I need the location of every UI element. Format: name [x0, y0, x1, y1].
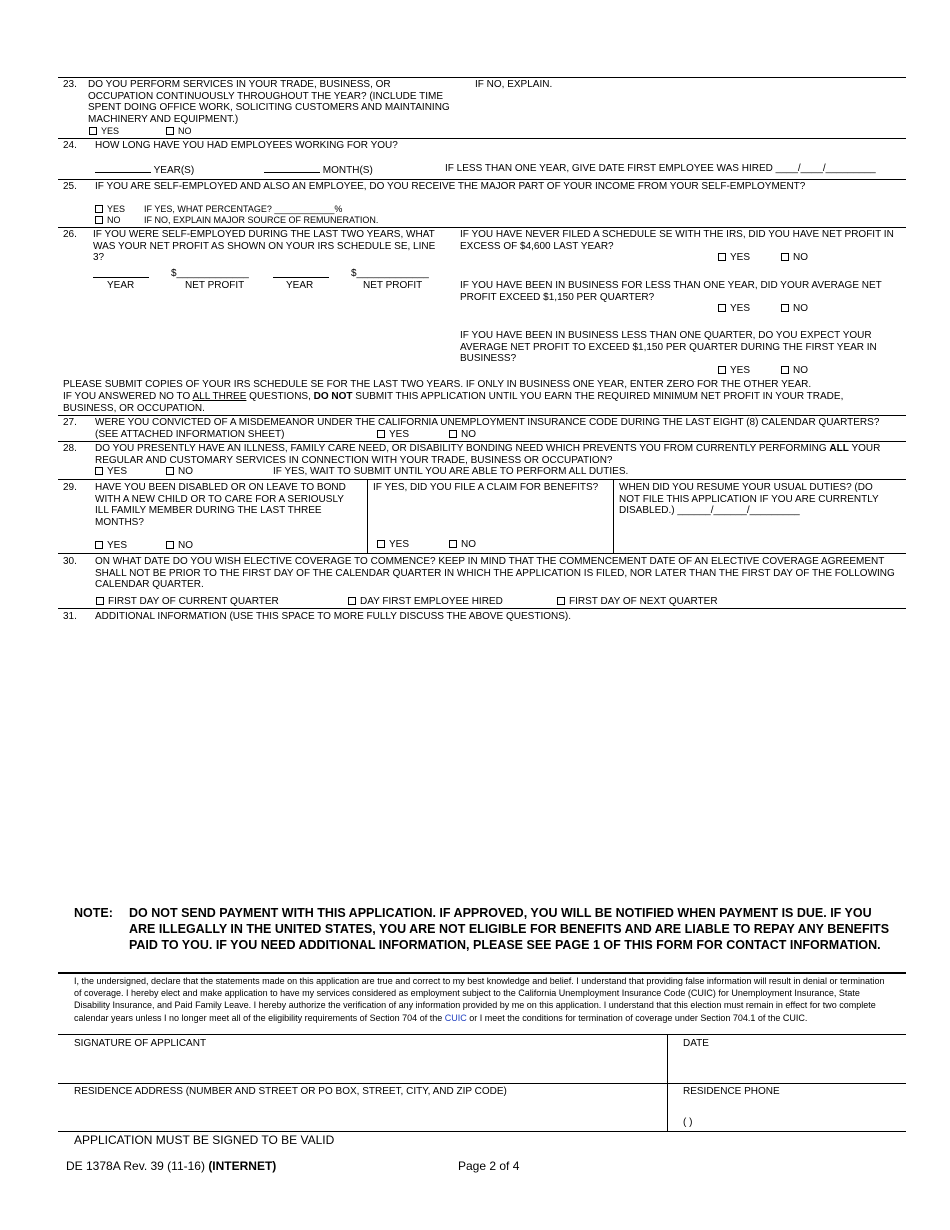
- q30-question: ON WHAT DATE DO YOU WISH ELECTIVE COVERAGE TO COMMENCE? KEEP IN MIND THAT THE COMMENCEMENT DATE OF AN ELECTIVE COVERAGE AGREEMENT SHALL NOT BE PRIOR TO THE FIRST DAY OF THE CALENDAR QUARTER IN WHICH THE APPLICATION IS FILED, NOR LATER THAN THE FIRST DAY OF THE FOLLOWING CALENDAR QUARTER.: [95, 556, 895, 590]
- q26-question: IF YOU WERE SELF-EMPLOYED DURING THE LAST TWO YEARS, WHAT WAS YOUR NET PROFIT AS SHOWN ON YOUR IRS SCHEDULE SE, LINE 3?: [93, 229, 436, 263]
- q25-explain: IF NO, EXPLAIN MAJOR SOURCE OF REMUNERATION.: [144, 215, 379, 225]
- divider-date: [667, 1034, 668, 1131]
- q29-claim-yes-option[interactable]: [377, 539, 409, 551]
- q26-dollar1[interactable]: $_____________: [171, 268, 249, 279]
- q29-no-checkbox[interactable]: [166, 541, 174, 549]
- q28-question: DO YOU PRESENTLY HAVE AN ILLNESS, FAMILY CARE NEED, OR DISABILITY BONDING NEED WHICH PREVENTS YOU FROM CURRENTLY PERFORMING ALL YOUR REGULAR AND CUSTOMARY SERVICES IN CONNECTION WITH YOUR TRADE, BUSINESS OR OCCUPATION?: [95, 443, 881, 466]
- q26b-yes-option[interactable]: [718, 303, 750, 315]
- must-sign-note: APPLICATION MUST BE SIGNED TO BE VALID: [74, 1133, 335, 1147]
- rule-31: [58, 608, 906, 609]
- q28-wait: IF YES, WAIT TO SUBMIT UNTIL YOU ARE ABLE TO PERFORM ALL DUTIES.: [273, 466, 629, 477]
- q23-no-checkbox[interactable]: [166, 127, 174, 135]
- rule-signature: [58, 1034, 906, 1035]
- form-id: DE 1378A Rev. 39 (11-16) (INTERNET): [66, 1159, 277, 1173]
- note-text: DO NOT SEND PAYMENT WITH THIS APPLICATION. IF APPROVED, YOU WILL BE NOTIFIED WHEN PAYMENT IS DUE. IF YOU ARE ILLEGALLY IN THE UNITED STATES, YOU ARE NOT ELIGIBLE FOR BENEFITS AND ARE LIABLE TO REPAY ANY BENEFITS PAID TO YOU. IF YOU NEED ADDITIONAL INFORMATION, PLEASE SEE PAGE 1 OF THIS FORM FOR CONTACT INFORMATION.: [129, 906, 890, 952]
- q26-year1-label: YEAR: [107, 280, 135, 291]
- rule-29: [58, 479, 906, 480]
- q26b-no-label: NO: [793, 303, 808, 314]
- q24-months-field[interactable]: [264, 163, 373, 177]
- q23-number: 23.: [63, 79, 77, 90]
- q27-no-label: NO: [461, 429, 476, 440]
- q24-number: 24.: [63, 140, 77, 151]
- q27-yes-label: YES: [389, 429, 410, 440]
- q26b-no-checkbox[interactable]: [781, 304, 789, 312]
- q24-years-label: YEAR(S): [153, 165, 195, 176]
- q25-yes-label: YES: [107, 204, 126, 214]
- q26c-yes-option[interactable]: [718, 365, 750, 377]
- q26-profit2-label: NET PROFIT: [363, 280, 423, 291]
- q28-yes-label: YES: [107, 466, 128, 477]
- q26b-yes-checkbox[interactable]: [718, 304, 726, 312]
- q30-option-current-quarter[interactable]: [96, 596, 279, 608]
- q28-no-checkbox[interactable]: [166, 467, 174, 475]
- q27-no-checkbox[interactable]: [449, 430, 457, 438]
- q30-next-quarter-checkbox[interactable]: [557, 597, 565, 605]
- q23-yes-label: YES: [101, 126, 120, 136]
- q26-warning: IF YOU ANSWERED NO TO ALL THREE QUESTIONS, DO NOT SUBMIT THIS APPLICATION UNTIL YOU EARN THE REQUIRED MINIMUM NET PROFIT IN YOUR TRADE, BUSINESS, OR OCCUPATION.: [63, 391, 844, 414]
- rule-top: [58, 77, 906, 78]
- q26a-no-checkbox[interactable]: [781, 253, 789, 261]
- q23-question: DO YOU PERFORM SERVICES IN YOUR TRADE, BUSINESS, OR OCCUPATION CONTINUOUSLY THROUGHOUT THE YEAR? (INCLUDE TIME SPENT DOING OFFICE WORK, SOLICITING CUSTOMERS AND MAINTAINING MACHINERY AND EQUIPMENT.): [88, 79, 450, 125]
- address-label: RESIDENCE ADDRESS (NUMBER AND STREET OR PO BOX, STREET, CITY, AND ZIP CODE): [74, 1086, 507, 1097]
- q26a-yes-option[interactable]: [718, 252, 750, 264]
- q30-option-next-quarter[interactable]: [557, 596, 718, 608]
- q27-question: WERE YOU CONVICTED OF A MISDEMEANOR UNDER THE CALIFORNIA UNEMPLOYMENT INSURANCE CODE DURING THE LAST EIGHT (8) CALENDAR QUARTERS?: [95, 417, 880, 428]
- q27-yes-checkbox[interactable]: [377, 430, 385, 438]
- q27-number: 27.: [63, 417, 77, 428]
- q26b-no-option[interactable]: [781, 303, 808, 315]
- q26-submit-note: PLEASE SUBMIT COPIES OF YOUR IRS SCHEDULE SE FOR THE LAST TWO YEARS. IF ONLY IN BUSINESS ONE YEAR, ENTER ZERO FOR THE OTHER YEAR.: [63, 379, 812, 390]
- q30-next-quarter-label: FIRST DAY OF NEXT QUARTER: [569, 596, 718, 607]
- q26-profit1-label: NET PROFIT: [185, 280, 245, 291]
- q24-years-field[interactable]: [95, 163, 194, 177]
- q30-option-employee-hired[interactable]: [348, 596, 503, 608]
- q29-claim-yes-checkbox[interactable]: [377, 540, 385, 548]
- q29-number: 29.: [63, 482, 77, 493]
- q27-yes-option[interactable]: [377, 429, 409, 441]
- rule-bottom: [58, 1131, 906, 1132]
- q26c-yes-checkbox[interactable]: [718, 366, 726, 374]
- rule-note-bottom: [58, 972, 906, 974]
- q25-no-option[interactable]: [95, 215, 121, 227]
- q29-question: HAVE YOU BEEN DISABLED OR ON LEAVE TO BOND WITH A NEW CHILD OR TO CARE FOR A SERIOUSLY ILL FAMILY MEMBER DURING THE LAST THREE MONTHS?: [95, 482, 346, 528]
- q28-yes-option[interactable]: [95, 466, 127, 478]
- q30-employee-hired-label: DAY FIRST EMPLOYEE HIRED: [360, 596, 503, 607]
- q29-claim-no-option[interactable]: [449, 539, 476, 551]
- q24-hired-date[interactable]: IF LESS THAN ONE YEAR, GIVE DATE FIRST EMPLOYEE WAS HIRED ____/____/_________: [445, 163, 876, 174]
- q29-no-label: NO: [178, 540, 193, 551]
- q26-dollar2[interactable]: $_____________: [351, 268, 429, 279]
- divider-q29-b: [613, 479, 614, 553]
- q27-see-sheet: (SEE ATTACHED INFORMATION SHEET): [95, 429, 285, 440]
- q25-no-checkbox[interactable]: [95, 216, 103, 224]
- q26-number: 26.: [63, 229, 77, 240]
- q29-claim: IF YES, DID YOU FILE A CLAIM FOR BENEFITS?: [373, 482, 599, 493]
- q26b-yes-label: YES: [730, 303, 751, 314]
- q25-percentage[interactable]: IF YES, WHAT PERCENTAGE? ____________%: [144, 204, 343, 214]
- q31-number: 31.: [63, 611, 77, 622]
- rule-28: [58, 441, 906, 442]
- q26a-no-option[interactable]: [781, 252, 808, 264]
- rule-27: [58, 415, 906, 416]
- q27-no-option[interactable]: [449, 429, 476, 441]
- q26c-yes-label: YES: [730, 365, 751, 376]
- signature-label: SIGNATURE OF APPLICANT: [74, 1038, 207, 1049]
- q31-question: ADDITIONAL INFORMATION (USE THIS SPACE TO MORE FULLY DISCUSS THE ABOVE QUESTIONS).: [95, 611, 572, 622]
- declaration: I, the undersigned, declare that the statements made on this application are true and correct to my best knowledge and belief. I understand that providing false information will result in denial or termination of coverage. I hereby elect and make application to have my services considered as employment subject to the California Unemployment Insurance Code (CUIC) for Unemployment Insurance, State Disability Insurance, and Paid Family Leave. I hereby authorize the verification of any information provided by me on this application. I understand that this election must remain in effect for two complete calendar years unless I no longer meet all of the eligibility requirements of Section 704 of the CUIC or I meet the conditions for termination of coverage under Section 704.1 of the CUIC.: [74, 976, 885, 1023]
- q28-no-option[interactable]: [166, 466, 193, 478]
- phone-area-field[interactable]: ( ): [683, 1117, 693, 1128]
- q26a-yes-checkbox[interactable]: [718, 253, 726, 261]
- q23-explain: IF NO, EXPLAIN.: [475, 79, 553, 90]
- phone-label: RESIDENCE PHONE: [683, 1086, 780, 1097]
- q26-sub-a: IF YOU HAVE NEVER FILED A SCHEDULE SE WITH THE IRS, DID YOU HAVE NET PROFIT IN EXCESS OF $4,600 LAST YEAR?: [460, 229, 894, 252]
- q23-no-label: NO: [178, 126, 192, 136]
- q26c-no-label: NO: [793, 365, 808, 376]
- q25-yes-checkbox[interactable]: [95, 205, 103, 213]
- rule-24: [58, 138, 906, 139]
- q28-number: 28.: [63, 443, 77, 454]
- rule-26: [58, 227, 906, 228]
- q30-current-quarter-label: FIRST DAY OF CURRENT QUARTER: [108, 596, 279, 607]
- q25-yes-option[interactable]: [95, 204, 125, 216]
- q28-yes-checkbox[interactable]: [95, 467, 103, 475]
- q26a-yes-label: YES: [730, 252, 751, 263]
- q29-claim-no-checkbox[interactable]: [449, 540, 457, 548]
- q29-yes-checkbox[interactable]: [95, 541, 103, 549]
- q26-year2-label: YEAR: [286, 280, 314, 291]
- q29-yes-option[interactable]: [95, 540, 127, 552]
- q26-sub-b: IF YOU HAVE BEEN IN BUSINESS FOR LESS THAN ONE YEAR, DID YOUR AVERAGE NET PROFIT EXCEED $1,150 PER QUARTER?: [460, 280, 882, 303]
- q29-yes-label: YES: [107, 540, 128, 551]
- divider-q29-a: [367, 479, 368, 553]
- q29-claim-yes-label: YES: [389, 539, 410, 550]
- q24-question: HOW LONG HAVE YOU HAD EMPLOYEES WORKING FOR YOU?: [95, 140, 398, 151]
- q28-no-label: NO: [178, 466, 193, 477]
- q26c-no-checkbox[interactable]: [781, 366, 789, 374]
- address-field[interactable]: [58, 1098, 666, 1130]
- date-label: DATE: [683, 1038, 709, 1049]
- rule-30: [58, 553, 906, 554]
- q23-yes-checkbox[interactable]: [89, 127, 97, 135]
- cuic-link[interactable]: CUIC: [444, 1012, 467, 1023]
- q30-number: 30.: [63, 556, 77, 567]
- q23-no-option[interactable]: [166, 126, 192, 138]
- q31-additional-info-area[interactable]: [58, 626, 906, 896]
- rule-address: [58, 1083, 906, 1084]
- q24-months-label: MONTH(S): [322, 165, 373, 176]
- q25-question: IF YOU ARE SELF-EMPLOYED AND ALSO AN EMPLOYEE, DO YOU RECEIVE THE MAJOR PART OF YOUR INCOME FROM YOUR SELF-EMPLOYMENT?: [95, 181, 806, 192]
- q26c-no-option[interactable]: [781, 365, 808, 377]
- q30-current-quarter-checkbox[interactable]: [96, 597, 104, 605]
- q25-no-label: NO: [107, 215, 121, 225]
- q29-no-option[interactable]: [166, 540, 193, 552]
- date-field[interactable]: [668, 1050, 906, 1082]
- q29-claim-no-label: NO: [461, 539, 476, 550]
- q29-resume[interactable]: WHEN DID YOU RESUME YOUR USUAL DUTIES? (DO NOT FILE THIS APPLICATION IF YOU ARE CURRENTLY DISABLED.) ______/______/_________: [619, 482, 879, 516]
- q26a-no-label: NO: [793, 252, 808, 263]
- signature-field[interactable]: [58, 1050, 666, 1082]
- q30-employee-hired-checkbox[interactable]: [348, 597, 356, 605]
- note-label: NOTE:: [74, 906, 113, 920]
- q23-yes-option[interactable]: [89, 126, 119, 138]
- rule-25: [58, 179, 906, 180]
- q25-number: 25.: [63, 181, 77, 192]
- page-number: Page 2 of 4: [458, 1159, 520, 1173]
- q26-sub-c: IF YOU HAVE BEEN IN BUSINESS LESS THAN ONE QUARTER, DO YOU EXPECT YOUR AVERAGE NET PROFIT TO EXCEED $1,150 PER QUARTER DURING THE FIRST YEAR IN BUSINESS?: [460, 330, 877, 364]
